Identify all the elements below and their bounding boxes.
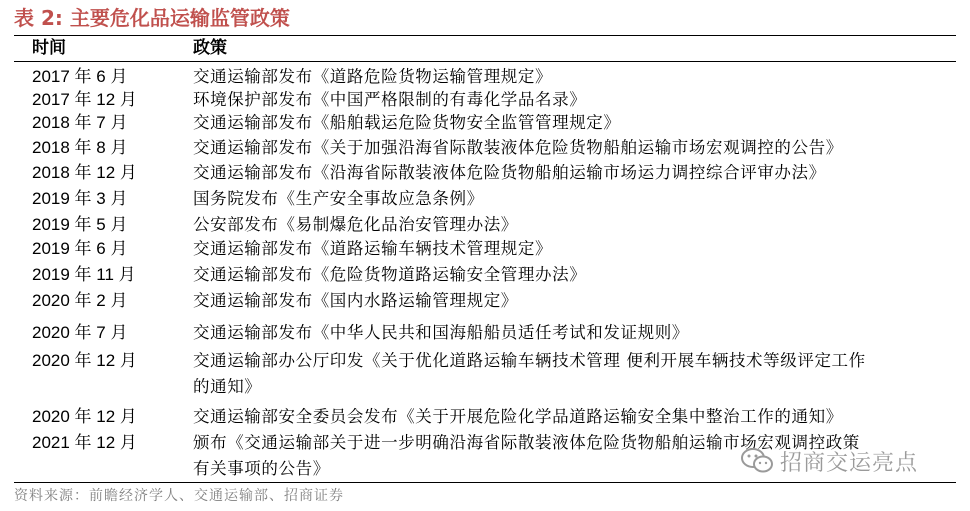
- row-time: 2017 年 6 月: [32, 67, 128, 86]
- row-policy: [193, 262, 953, 288]
- row-policy: [193, 160, 953, 186]
- row-policy: [193, 186, 953, 212]
- policy-line: 交通运输部发布《道路危险货物运输管理规定》: [193, 67, 553, 86]
- row-time: 2020 年 12 月: [32, 407, 137, 426]
- policy-line: 交通运输部发布《危险货物道路运输安全管理办法》: [193, 265, 587, 284]
- policy-line: 环境保护部发布《中国严格限制的有毒化学品名录》: [193, 90, 587, 109]
- header-policy: 政策: [193, 38, 227, 58]
- policy-line: 国务院发布《生产安全事故应急条例》: [193, 189, 484, 208]
- top-rule: [14, 35, 956, 36]
- policy-line: 公安部发布《易制爆危化品治安管理办法》: [193, 215, 518, 234]
- row-time: 2018 年 12 月: [32, 163, 137, 182]
- policy-line: 交通运输部发布《关于加强沿海省际散装液体危险货物船舶运输市场宏观调控的公告》: [193, 138, 843, 157]
- watermark: [740, 446, 918, 476]
- table-title: 表 2: 主要危化品运输监管政策: [14, 6, 290, 30]
- source-note: 资料来源：前瞻经济学人、交通运输部、招商证券: [14, 488, 344, 504]
- row-policy: [193, 288, 953, 314]
- policy-line: 交通运输部发布《沿海省际散装液体危险货物船舶运输市场运力调控综合评审办法》: [193, 163, 826, 182]
- policy-line: 交通运输部发布《中华人民共和国海船船员适任考试和发证规则》: [193, 323, 689, 342]
- row-time: 2020 年 7 月: [32, 323, 128, 342]
- header-rule: [14, 61, 956, 62]
- row-policy: [193, 348, 953, 400]
- row-time: 2019 年 3 月: [32, 189, 128, 208]
- row-time: 2019 年 6 月: [32, 239, 128, 258]
- row-policy: [193, 320, 953, 346]
- row-policy: [193, 110, 953, 136]
- row-time: 2018 年 7 月: [32, 113, 128, 132]
- bottom-rule: [14, 482, 956, 483]
- row-time: 2017 年 12 月: [32, 90, 137, 109]
- policy-line: 颁布《交通运输部关于进一步明确沿海省际散装液体危险货物船舶运输市场宏观调控政策: [193, 433, 860, 452]
- header-time: 时间: [32, 38, 66, 58]
- row-policy: [193, 236, 953, 262]
- watermark-text: 招商交运亮点: [780, 450, 919, 476]
- policy-line: 的通知》: [193, 377, 262, 396]
- policy-line: 交通运输部发布《道路运输车辆技术管理规定》: [193, 239, 553, 258]
- policy-line: 交通运输部安全委员会发布《关于开展危险化学品道路运输安全集中整治工作的通知》: [193, 407, 843, 426]
- policy-line: 交通运输部办公厅印发《关于优化道路运输车辆技术管理 便利开展车辆技术等级评定工作: [193, 351, 866, 370]
- policy-line: 有关事项的公告》: [193, 459, 330, 478]
- policy-line: 交通运输部发布《国内水路运输管理规定》: [193, 291, 518, 310]
- row-time: 2020 年 2 月: [32, 291, 128, 310]
- row-time: 2020 年 12 月: [32, 351, 137, 370]
- row-time: 2019 年 5 月: [32, 215, 128, 234]
- row-policy: [193, 135, 953, 161]
- row-policy: [193, 212, 953, 238]
- wechat-icon: [740, 447, 774, 475]
- row-policy: [193, 404, 953, 430]
- policy-line: 交通运输部发布《船舶载运危险货物安全监管管理规定》: [193, 113, 621, 132]
- row-time: 2021 年 12 月: [32, 433, 137, 452]
- row-time: 2019 年 11 月: [32, 265, 136, 284]
- row-time: 2018 年 8 月: [32, 138, 128, 157]
